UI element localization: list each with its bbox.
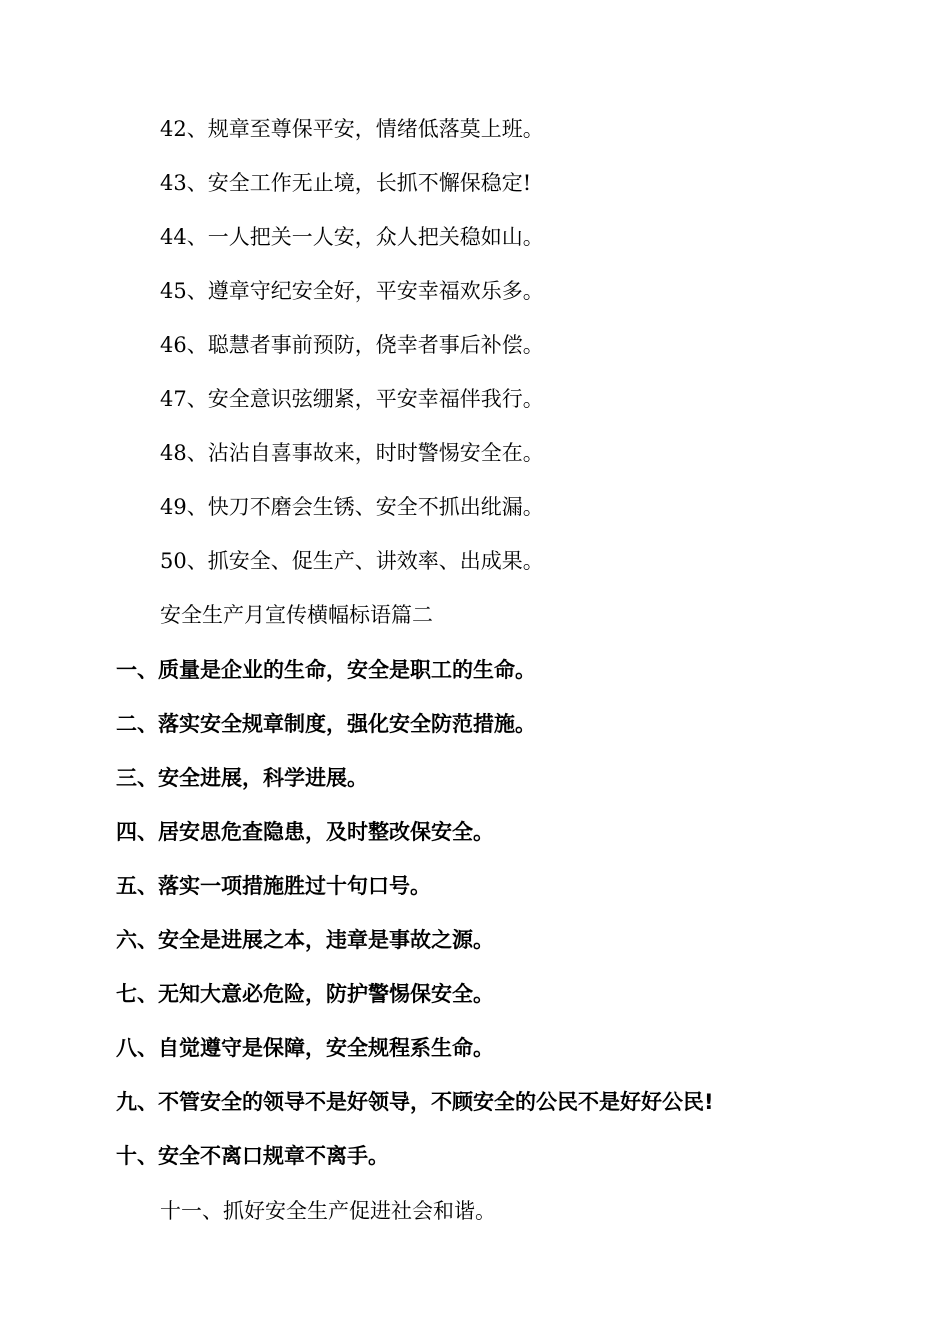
- bold-slogan-line: 六、安全是进展之本，违章是事故之源。: [116, 928, 494, 952]
- slogan-line: 43、安全工作无止境，长抓不懈保稳定!: [160, 171, 532, 195]
- bold-slogan-line: 一、质量是企业的生命，安全是职工的生命。: [116, 658, 536, 682]
- bold-slogan-line: 二、落实安全规章制度，强化安全防范措施。: [116, 712, 536, 736]
- bold-slogan-line: 九、不管安全的领导不是好领导，不顾安全的公民不是好好公民!: [116, 1090, 714, 1114]
- slogan-line: 十一、抓好安全生产促进社会和谐。: [160, 1199, 496, 1223]
- bold-slogan-line: 七、无知大意必危险，防护警惕保安全。: [116, 982, 494, 1006]
- slogan-line: 50、抓安全、促生产、讲效率、出成果。: [160, 549, 544, 573]
- slogan-line: 48、沾沾自喜事故来，时时警惕安全在。: [160, 441, 544, 465]
- slogan-line: 42、规章至尊保平安，情绪低落莫上班。: [160, 117, 544, 141]
- slogan-line: 45、遵章守纪安全好，平安幸福欢乐多。: [160, 279, 544, 303]
- slogan-line: 46、聪慧者事前预防，侥幸者事后补偿。: [160, 333, 544, 357]
- bold-slogan-line: 三、安全进展，科学进展。: [116, 766, 368, 790]
- slogan-line: 44、一人把关一人安，众人把关稳如山。: [160, 225, 544, 249]
- slogan-line: 47、安全意识弦绷紧，平安幸福伴我行。: [160, 387, 544, 411]
- slogan-line: 49、快刀不磨会生锈、安全不抓出纰漏。: [160, 495, 544, 519]
- bold-slogan-line: 五、落实一项措施胜过十句口号。: [116, 874, 431, 898]
- bold-slogan-line: 十、安全不离口规章不离手。: [116, 1144, 389, 1168]
- section-heading: 安全生产月宣传横幅标语篇二: [160, 603, 433, 627]
- bold-slogan-line: 四、居安思危查隐患，及时整改保安全。: [116, 820, 494, 844]
- bold-slogan-line: 八、自觉遵守是保障，安全规程系生命。: [116, 1036, 494, 1060]
